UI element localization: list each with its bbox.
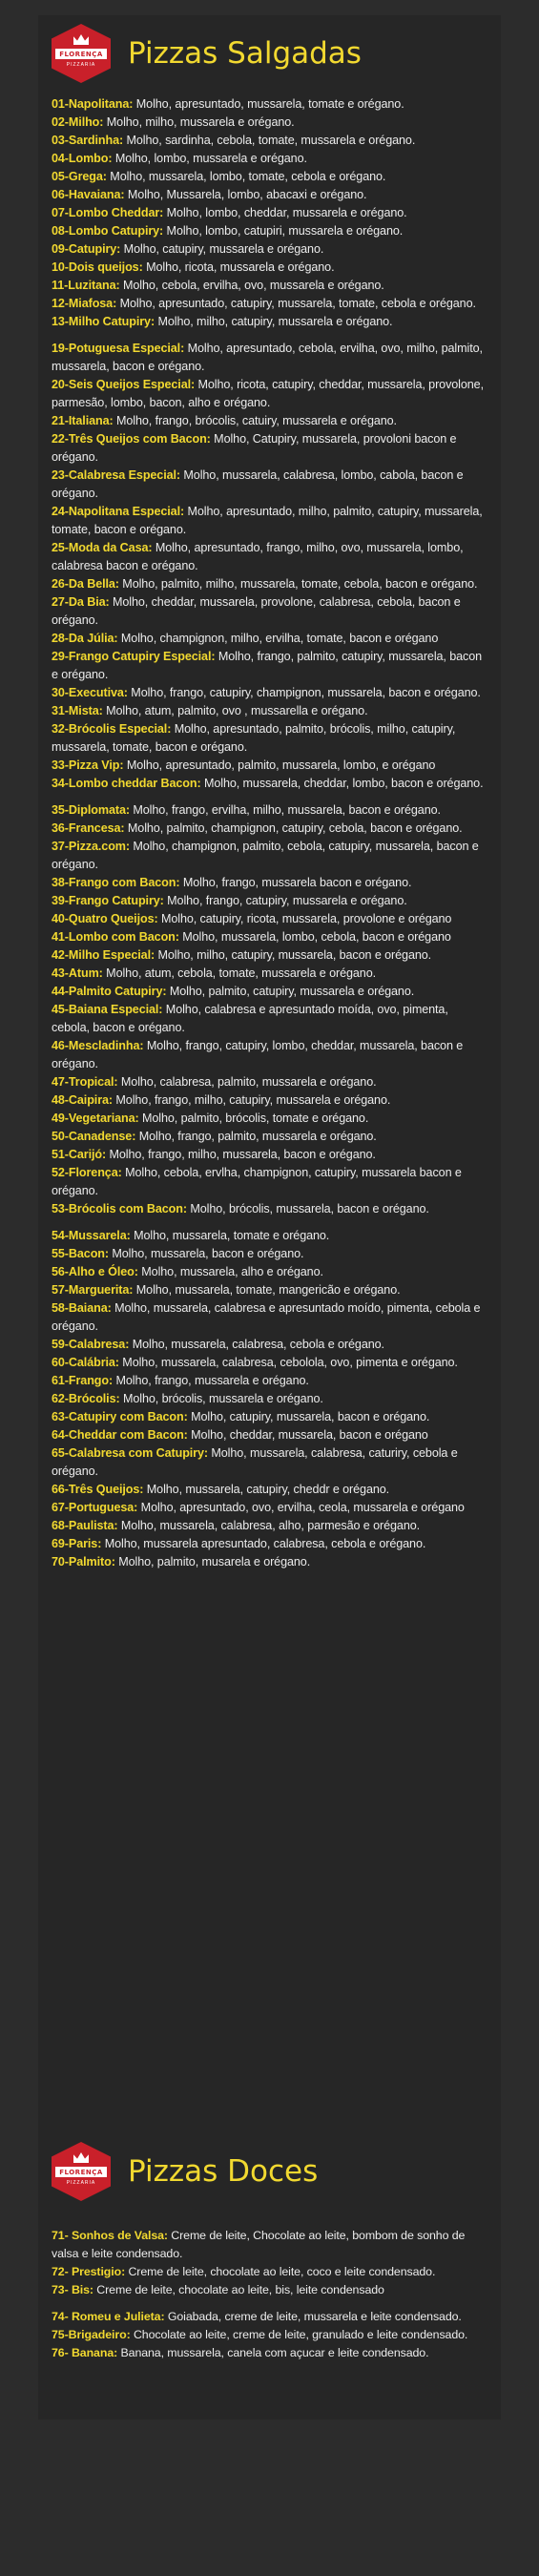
menu-group	[52, 95, 487, 331]
pizza-ingredients: Molho, mussarela, lombo, cebola, bacon e orégano	[178, 930, 451, 944]
pizza-name: 38-Frango com Bacon:	[52, 876, 180, 889]
pizza-name: 61-Frango:	[52, 1374, 114, 1387]
menu-item	[52, 1073, 487, 1091]
pizza-ingredients: Molho, apresuntado, mussarela, tomate e orégano.	[133, 97, 404, 111]
pizza-ingredients: Molho, cheddar, mussarela, bacon e orégano	[187, 1428, 428, 1442]
pizza-ingredients: Molho, frango, catupiry, champignon, mussarela, bacon e orégano.	[127, 686, 481, 699]
menu-group	[52, 2308, 487, 2362]
pizza-ingredients: Molho, mussarela, tomate, mangericão e orégano.	[133, 1283, 401, 1297]
pizza-ingredients: Molho, ricota, mussarela e orégano.	[142, 260, 335, 274]
menu-item	[52, 1263, 487, 1281]
florenca-logo-icon: FLORENÇA PIZZARIA	[52, 2142, 111, 2201]
menu-item	[52, 2263, 487, 2281]
pizza-ingredients: Molho, frango, brócolis, catuiry, mussarela e orégano.	[113, 414, 397, 427]
menu-item	[52, 1128, 487, 1146]
doces-header	[38, 2133, 501, 2210]
pizza-name: 55-Bacon:	[52, 1247, 109, 1260]
pizza-ingredients: Molho, brócolis, mussarela, bacon e orégano.	[186, 1202, 429, 1215]
pizza-name: 08-Lombo Catupiry:	[52, 224, 164, 238]
menu-item	[52, 1354, 487, 1372]
pizza-name: 30-Executiva:	[52, 686, 128, 699]
pizza-ingredients: Molho, lombo, catupiri, mussarela e orégano.	[163, 224, 404, 238]
pizza-name: 50-Canadense:	[52, 1130, 136, 1143]
pizza-name: 03-Sardinha:	[52, 134, 124, 147]
menu-item	[52, 1408, 487, 1426]
menu-item	[52, 838, 487, 874]
pizza-ingredients: Molho, calabresa, palmito, mussarela e orégano.	[117, 1075, 377, 1089]
pizza-ingredients: Molho, cebola, ervilha, ovo, mussarela e orégano.	[119, 279, 384, 292]
menu-item	[52, 630, 487, 648]
pizza-ingredients: Molho, catupiry, mussarela e orégano.	[120, 242, 324, 256]
pizza-name: 42-Milho Especial:	[52, 948, 155, 962]
menu-item	[52, 892, 487, 910]
menu-item	[52, 1481, 487, 1499]
menu-item	[52, 259, 487, 277]
pizza-name: 32-Brócolis Especial:	[52, 722, 172, 736]
pizza-name: 58-Baiana:	[52, 1301, 112, 1315]
pizza-ingredients: Molho, mussarela, calabresa, cebolola, ovo, pimenta e orégano.	[118, 1356, 458, 1369]
menu-item	[52, 1037, 487, 1073]
pizza-name: 34-Lombo cheddar Bacon:	[52, 777, 201, 790]
menu-item	[52, 186, 487, 204]
pizza-ingredients: Molho, frango, catupiry, lombo, cheddar, mussarela, bacon e orégano.	[52, 1039, 464, 1070]
menu-item	[52, 757, 487, 775]
menu-item	[52, 910, 487, 928]
pizza-name: 27-Da Bia:	[52, 595, 110, 609]
menu-item	[52, 2227, 487, 2263]
menu-item	[52, 1553, 487, 1571]
pizza-name: 65-Calabresa com Catupiry:	[52, 1446, 208, 1460]
pizza-name: 62-Brócolis:	[52, 1392, 120, 1405]
pizza-ingredients: Molho, mussarela, bacon e orégano.	[108, 1247, 304, 1260]
menu-item	[52, 340, 487, 376]
pizza-ingredients: Molho, catupiry, ricota, mussarela, provolone e orégano	[157, 912, 452, 925]
pizza-name: 35-Diplomata:	[52, 803, 130, 817]
pizza-ingredients: Molho, mussarela, cheddar, lombo, bacon e orégano.	[200, 777, 484, 790]
pizza-ingredients: Molho, mussarela, alho e orégano.	[137, 1265, 323, 1278]
menu-item	[52, 820, 487, 838]
pizza-ingredients: Molho, brócolis, mussarela e orégano.	[119, 1392, 323, 1405]
menu-item	[52, 1001, 487, 1037]
pizza-ingredients: Chocolate ao leite, creme de leite, granulado e leite condensado.	[130, 2328, 468, 2341]
pizza-name: 11-Luzitana:	[52, 279, 120, 292]
menu-item	[52, 801, 487, 820]
menu-item	[52, 168, 487, 186]
pizza-name: 24-Napolitana Especial:	[52, 505, 185, 518]
menu-item	[52, 1336, 487, 1354]
pizza-ingredients: Molho, frango, mussarela e orégano.	[113, 1374, 309, 1387]
pizza-ingredients: Molho, mussarela, calabresa, lombo, cabola, bacon e orégano.	[52, 468, 464, 500]
menu-item	[52, 983, 487, 1001]
pizza-name: 48-Caipira:	[52, 1093, 113, 1107]
pizza-name: 56-Alho e Óleo:	[52, 1265, 138, 1278]
pizza-name: 26-Da Bella:	[52, 577, 119, 591]
pizza-name: 19-Potuguesa Especial:	[52, 342, 185, 355]
pizza-name: 40-Quatro Queijos:	[52, 912, 158, 925]
pizza-ingredients: Molho, mussarela apresuntado, calabresa, cebola e orégano.	[101, 1537, 426, 1550]
doces-section	[38, 2133, 501, 2420]
pizza-ingredients: Molho, apresuntado, catupiry, mussarela, tomate, cebola e orégano.	[116, 297, 476, 310]
pizza-name: 45-Baiana Especial:	[52, 1003, 163, 1016]
pizza-name: 37-Pizza.com:	[52, 840, 130, 853]
menu-item	[52, 593, 487, 630]
pizza-name: 67-Portuguesa:	[52, 1501, 138, 1514]
pizza-name: 66-Três Queijos:	[52, 1483, 144, 1496]
menu-item	[52, 1517, 487, 1535]
menu-item	[52, 240, 487, 259]
pizza-ingredients: Molho, champignon, palmito, cebola, catupiry, mussarela, bacon e orégano.	[52, 840, 479, 871]
pizza-ingredients: Molho, cebola, ervlha, champignon, catupiry, mussarela bacon e orégano.	[52, 1166, 462, 1197]
pizza-name: 33-Pizza Vip:	[52, 758, 124, 772]
menu-item	[52, 95, 487, 114]
menu-item	[52, 1299, 487, 1336]
pizza-ingredients: Molho, atum, palmito, ovo , mussarella e orégano.	[102, 704, 368, 717]
pizza-name: 74- Romeu e Julieta:	[52, 2310, 165, 2323]
menu-item	[52, 1227, 487, 1245]
menu-item	[52, 1146, 487, 1164]
pizza-ingredients: Molho, mussarela, calabresa, caturiry, cebola e orégano.	[52, 1446, 458, 1478]
pizza-name: 54-Mussarela:	[52, 1229, 131, 1242]
pizza-name: 49-Vegetariana:	[52, 1111, 139, 1125]
menu-item	[52, 1200, 487, 1218]
pizza-ingredients: Molho, mussarela, calabresa, alho, parmesão e orégano.	[117, 1519, 421, 1532]
pizza-name: 28-Da Júlia:	[52, 632, 118, 645]
pizza-ingredients: Molho, frango, mussarela bacon e orégano.	[179, 876, 412, 889]
pizza-ingredients: Creme de leite, chocolate ao leite, coco e leite condensado.	[125, 2265, 436, 2278]
pizza-ingredients: Molho, frango, ervilha, milho, mussarela, bacon e orégano.	[129, 803, 441, 817]
menu-item	[52, 702, 487, 720]
menu-item	[52, 1110, 487, 1128]
pizza-ingredients: Molho, palmito, champignon, catupiry, cebola, bacon e orégano.	[124, 821, 463, 835]
menu-item	[52, 775, 487, 793]
pizza-ingredients: Molho, palmito, catupiry, mussarela e orégano.	[166, 985, 415, 998]
pizza-ingredients: Molho, catupiry, mussarela, bacon e orégano.	[187, 1410, 430, 1423]
pizza-name: 73- Bis:	[52, 2283, 93, 2296]
section-title: Pizzas Doces	[128, 2154, 319, 2189]
pizza-name: 71- Sonhos de Valsa:	[52, 2229, 168, 2242]
menu-item	[52, 575, 487, 593]
pizza-ingredients: Molho, sardinha, cebola, tomate, mussarela e orégano.	[123, 134, 416, 147]
menu-item	[52, 1499, 487, 1517]
pizza-name: 09-Catupiry:	[52, 242, 121, 256]
menu-item	[52, 222, 487, 240]
menu-item	[52, 412, 487, 430]
pizza-ingredients: Goiabada, creme de leite, mussarela e leite condensado.	[164, 2310, 462, 2323]
menu-group	[52, 2227, 487, 2299]
menu-item	[52, 277, 487, 295]
pizza-name: 60-Calábria:	[52, 1356, 119, 1369]
pizza-name: 23-Calabresa Especial:	[52, 468, 181, 482]
menu-item	[52, 1535, 487, 1553]
pizza-ingredients: Molho, cheddar, mussarela, provolone, calabresa, cebola, bacon e orégano.	[52, 595, 461, 627]
pizza-ingredients: Molho, mussarela, tomate e orégano.	[130, 1229, 330, 1242]
pizza-name: 04-Lombo:	[52, 152, 113, 165]
menu-item	[52, 720, 487, 757]
menu-item	[52, 946, 487, 965]
pizza-ingredients: Molho, Mussarela, lombo, abacaxi e orégano.	[124, 188, 367, 201]
pizza-name: 44-Palmito Catupiry:	[52, 985, 167, 998]
menu-group	[52, 340, 487, 793]
menu-item	[52, 467, 487, 503]
menu-item	[52, 1390, 487, 1408]
pizza-ingredients: Molho, palmito, brócolis, tomate e orégano.	[138, 1111, 369, 1125]
pizza-ingredients: Creme de leite, Chocolate ao leite, bombom de sonho de valsa e leite condensado.	[52, 2229, 466, 2260]
menu-item	[52, 1091, 487, 1110]
pizza-ingredients: Molho, milho, catupiry, mussarela e orégano.	[155, 315, 393, 328]
pizza-name: 36-Francesa:	[52, 821, 125, 835]
florenca-logo-icon: FLORENÇA PIZZARIA	[52, 24, 111, 83]
menu-item	[52, 648, 487, 684]
pizza-name: 72- Prestigio:	[52, 2265, 126, 2278]
pizza-name: 57-Marguerita:	[52, 1283, 134, 1297]
pizza-name: 76- Banana:	[52, 2346, 118, 2359]
menu-item	[52, 1444, 487, 1481]
pizza-ingredients: Molho, champignon, milho, ervilha, tomate, bacon e orégano	[117, 632, 439, 645]
pizza-name: 52-Florença:	[52, 1166, 122, 1179]
pizza-ingredients: Molho, apresuntado, cebola, ervilha, ovo, milho, palmito, mussarela, bacon e orégano.	[52, 342, 483, 373]
pizza-name: 20-Seis Queijos Especial:	[52, 378, 196, 391]
pizza-name: 31-Mista:	[52, 704, 103, 717]
pizza-name: 69-Paris:	[52, 1537, 102, 1550]
pizza-name: 41-Lombo com Bacon:	[52, 930, 179, 944]
pizza-ingredients: Molho, palmito, milho, mussarela, tomate, cebola, bacon e orégano.	[118, 577, 478, 591]
menu-item	[52, 1245, 487, 1263]
pizza-name: 12-Miafosa:	[52, 297, 117, 310]
pizza-name: 06-Havaiana:	[52, 188, 125, 201]
menu-item	[52, 928, 487, 946]
pizza-name: 43-Atum:	[52, 966, 103, 980]
pizza-ingredients: Molho, calabresa e apresuntado moída, ovo, pimenta, cebola, bacon e orégano.	[52, 1003, 448, 1034]
pizza-name: 64-Cheddar com Bacon:	[52, 1428, 188, 1442]
menu-item	[52, 539, 487, 575]
pizza-name: 02-Milho:	[52, 115, 104, 129]
pizza-ingredients: Molho, palmito, musarela e orégano.	[114, 1555, 311, 1568]
menu-item	[52, 295, 487, 313]
pizza-ingredients: Molho, mussarela, lombo, tomate, cebola e orégano.	[106, 170, 386, 183]
menu-item	[52, 503, 487, 539]
pizza-name: 07-Lombo Cheddar:	[52, 206, 164, 219]
menu-group	[52, 801, 487, 1218]
salgadas-menu-list	[38, 92, 501, 1586]
pizza-ingredients: Molho, frango, palmito, mussarela e orégano.	[135, 1130, 377, 1143]
menu-item	[52, 2281, 487, 2299]
pizza-ingredients: Molho, Catupiry, mussarela, provoloni bacon e orégano.	[52, 432, 457, 464]
menu-group	[52, 1227, 487, 1571]
pizza-ingredients: Creme de leite, chocolate ao leite, bis, leite condensado	[93, 2283, 384, 2296]
pizza-name: 10-Dois queijos:	[52, 260, 143, 274]
pizza-name: 75-Brigadeiro:	[52, 2328, 131, 2341]
pizza-ingredients: Banana, mussarela, canela com açucar e leite condensado.	[117, 2346, 429, 2359]
menu-item	[52, 204, 487, 222]
pizza-name: 46-Mescladinha:	[52, 1039, 144, 1052]
pizza-ingredients: Molho, apresuntado, palmito, mussarela, lombo, e orégano	[123, 758, 436, 772]
pizza-ingredients: Molho, frango, milho, mussarela, bacon e orégano.	[106, 1148, 376, 1161]
menu-item	[52, 376, 487, 412]
pizza-name: 13-Milho Catupiry:	[52, 315, 155, 328]
salgadas-section	[38, 15, 501, 2133]
pizza-ingredients: Molho, mussarela, calabresa, cebola e orégano.	[129, 1338, 384, 1351]
pizza-name: 53-Brócolis com Bacon:	[52, 1202, 187, 1215]
menu-item	[52, 313, 487, 331]
menu-item	[52, 1164, 487, 1200]
section-title: Pizzas Salgadas	[128, 36, 362, 71]
menu-item	[52, 2308, 487, 2326]
pizza-ingredients: Molho, frango, catupiry, mussarela e orégano.	[163, 894, 407, 907]
pizza-name: 25-Moda da Casa:	[52, 541, 153, 554]
pizza-name: 29-Frango Catupiry Especial:	[52, 650, 216, 663]
pizza-ingredients: Molho, apresuntado, milho, palmito, catupiry, mussarela, tomate, bacon e orégano.	[52, 505, 483, 536]
pizza-name: 39-Frango Catupiry:	[52, 894, 164, 907]
pizza-ingredients: Molho, milho, catupiry, mussarela, bacon e orégano.	[155, 948, 432, 962]
menu-item	[52, 114, 487, 132]
menu-item	[52, 2326, 487, 2344]
pizza-name: 05-Grega:	[52, 170, 107, 183]
menu-item	[52, 1426, 487, 1444]
pizza-ingredients: Molho, frango, milho, catupiry, mussarela e orégano.	[113, 1093, 391, 1107]
pizza-name: 59-Calabresa:	[52, 1338, 130, 1351]
menu-item	[52, 430, 487, 467]
pizza-ingredients: Molho, apresuntado, frango, milho, ovo, mussarela, lombo, calabresa bacon e orégano.	[52, 541, 464, 572]
pizza-ingredients: Molho, frango, palmito, catupiry, mussarela, bacon e orégano.	[52, 650, 483, 681]
pizza-ingredients: Molho, mussarela, calabresa e apresuntado moído, pimenta, cebola e orégano.	[52, 1301, 481, 1333]
menu-item	[52, 2344, 487, 2362]
pizza-ingredients: Molho, atum, cebola, tomate, mussarela e orégano.	[102, 966, 376, 980]
pizza-ingredients: Molho, apresuntado, palmito, brócolis, milho, catupiry, mussarela, tomate, bacon e orégano.	[52, 722, 456, 754]
menu-item	[52, 1372, 487, 1390]
pizza-name: 01-Napolitana:	[52, 97, 134, 111]
pizza-name: 47-Tropical:	[52, 1075, 118, 1089]
pizza-ingredients: Molho, apresuntado, ovo, ervilha, ceola, mussarela e orégano	[137, 1501, 465, 1514]
pizza-name: 68-Paulista:	[52, 1519, 118, 1532]
pizza-name: 70-Palmito:	[52, 1555, 115, 1568]
menu-item	[52, 150, 487, 168]
pizza-name: 63-Catupiry com Bacon:	[52, 1410, 188, 1423]
menu-item	[52, 132, 487, 150]
pizza-ingredients: Molho, milho, mussarela e orégano.	[103, 115, 295, 129]
pizza-name: 51-Carijó:	[52, 1148, 107, 1161]
pizza-ingredients: Molho, lombo, cheddar, mussarela e orégano.	[163, 206, 407, 219]
pizza-name: 21-Italiana:	[52, 414, 114, 427]
pizza-ingredients: Molho, ricota, catupiry, cheddar, mussarela, provolone, parmesão, lombo, bacon, alho e orégano.	[52, 378, 484, 409]
menu-item	[52, 684, 487, 702]
pizza-ingredients: Molho, lombo, mussarela e orégano.	[112, 152, 307, 165]
salgadas-header	[38, 15, 501, 92]
menu-item	[52, 874, 487, 892]
menu-item	[52, 1281, 487, 1299]
pizza-ingredients: Molho, mussarela, catupiry, cheddr e orégano.	[143, 1483, 390, 1496]
doces-menu-list	[38, 2210, 501, 2377]
pizza-name: 22-Três Queijos com Bacon:	[52, 432, 211, 446]
menu-item	[52, 965, 487, 983]
